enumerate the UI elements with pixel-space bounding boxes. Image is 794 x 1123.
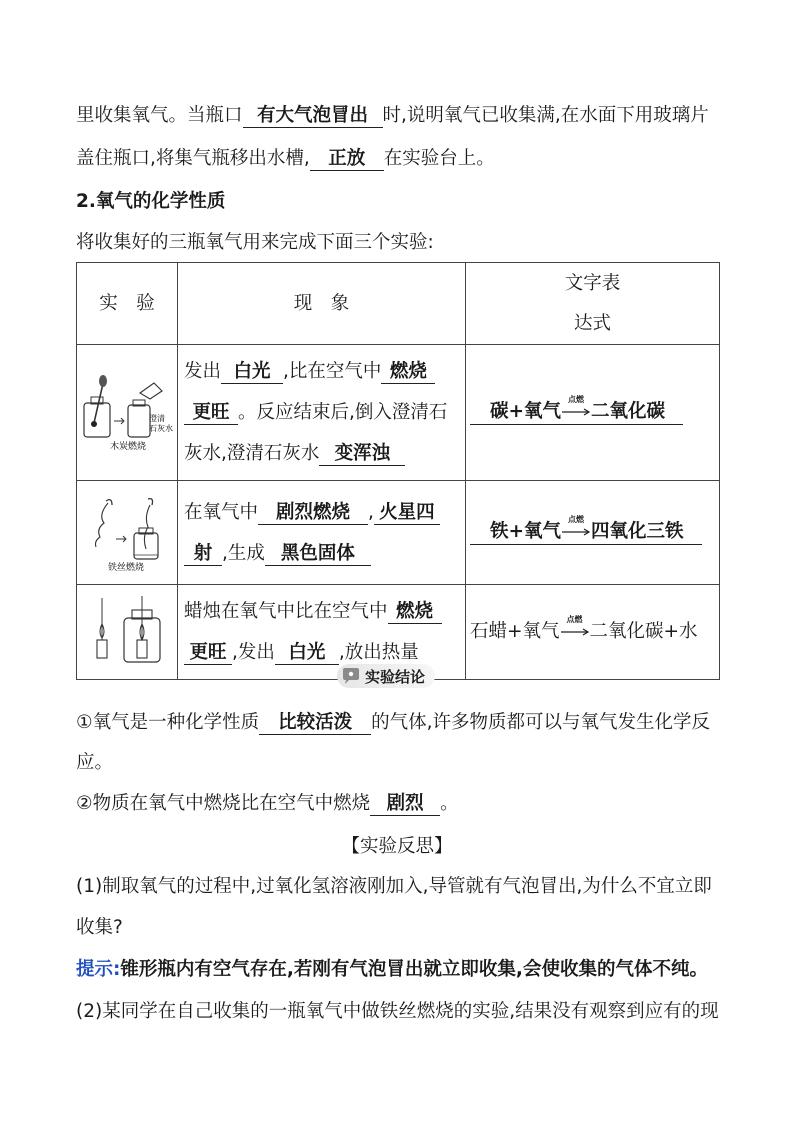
- reflection-title: 【实验反思】: [341, 836, 453, 857]
- text: 里收集氧气。当瓶口: [76, 105, 243, 126]
- phenomenon-candle: 蜡烛在氧气中比在空气中 燃烧 更旺 ,发出 白光 ,放出热量: [178, 585, 466, 680]
- conclusion-2: ②物质在氧气中燃烧比在空气中燃烧 剧烈 。: [76, 793, 459, 814]
- charcoal-burning-icon: [78, 373, 176, 453]
- answer-blank: 黑色固体: [265, 543, 371, 566]
- iron-wire-burning-icon: [78, 493, 176, 573]
- answer-blank: 有大气泡冒出: [243, 105, 383, 128]
- question-2: (2)某同学在自己收集的一瓶氧气中做铁丝燃烧的实验,结果没有观察到应有的现: [76, 1001, 719, 1022]
- answer-blank: 燃烧: [381, 361, 435, 384]
- candle-illustration: [77, 585, 178, 680]
- text: 盖住瓶口,将集气瓶移出水槽,: [76, 148, 310, 169]
- conclusion-1: ①氧气是一种化学性质 比较活泼 的气体,许多物质都可以与氧气发生化学反: [76, 712, 710, 733]
- charcoal-illustration: [77, 345, 178, 481]
- answer-blank: 火星四: [374, 502, 440, 525]
- answer-blank: 更旺: [184, 642, 232, 665]
- table-header-row: [77, 263, 720, 345]
- answer-blank: 比较活泼: [259, 712, 371, 735]
- answer-blank: 白光: [221, 361, 283, 384]
- conclusion-badge: [337, 664, 435, 688]
- answer-blank: 变浑浊: [319, 443, 405, 466]
- section-intro: 将收集好的三瓶氧气用来完成下面三个实验:: [76, 232, 434, 253]
- hint-text: 锥形瓶内有空气存在,若刚有气泡冒出就立即收集,会使收集的气体不纯。: [120, 959, 708, 980]
- phenomenon-iron: 在氧气中 剧烈燃烧 , 火星四 射 ,生成 黑色固体: [178, 481, 466, 585]
- svg-text:澄清: 澄清: [149, 413, 165, 423]
- answer-blank: 白光: [275, 642, 339, 665]
- svg-text:铁丝燃烧: 铁丝燃烧: [108, 562, 145, 573]
- hint-label: 提示:: [76, 959, 121, 980]
- badge-label: 实验结论: [365, 667, 426, 686]
- hint: [76, 958, 708, 982]
- reaction-arrow-icon: 点燃: [562, 526, 590, 538]
- iron-illustration: [77, 481, 178, 585]
- header-expression: [466, 263, 720, 345]
- conclusion-1-cont: 应。: [76, 752, 114, 773]
- header-expression-line2: 达式: [573, 312, 611, 334]
- section-title: 2.氧气的化学性质: [76, 191, 226, 212]
- svg-text:石灰水: 石灰水: [149, 423, 173, 433]
- word-equation: 铁+氧气 点燃 四氧化三铁: [470, 520, 702, 545]
- expression-charcoal: [466, 345, 720, 481]
- header-experiment: 实 验: [77, 263, 178, 345]
- phenomenon-charcoal: 发出 白光 ,比在空气中 燃烧 更旺 。反应结束后,倒入澄清石 灰水,澄清石灰水 变浑浊: [178, 345, 466, 481]
- header-expression-line1: 文字表: [564, 272, 621, 294]
- answer-blank: 更旺: [184, 402, 238, 425]
- table-row: [77, 345, 720, 481]
- intro-line-2: [76, 147, 495, 171]
- answer-blank: 燃烧: [388, 601, 442, 624]
- intro-line-1: [76, 104, 709, 128]
- expression-candle: [466, 585, 720, 680]
- svg-text:木炭燃烧: 木炭燃烧: [110, 441, 147, 452]
- answer-blank: 剧烈: [370, 793, 440, 816]
- table-row: [77, 481, 720, 585]
- word-equation: 碳+氧气 点燃 二氧化碳: [470, 400, 683, 425]
- experiment-table: [76, 262, 720, 680]
- text: 时,说明氧气已收集满,在水面下用玻璃片: [382, 105, 709, 126]
- expression-iron: [466, 481, 720, 585]
- reaction-arrow-icon: 点燃: [561, 626, 589, 638]
- text: 在实验台上。: [383, 148, 495, 169]
- reaction-arrow-icon: 点燃: [562, 406, 590, 418]
- question-1-cont: 收集?: [76, 917, 123, 938]
- answer-blank: 剧烈燃烧: [258, 502, 368, 525]
- word-equation: 石蜡+氧气 点燃 二氧化碳+水: [470, 615, 698, 642]
- speech-bubble-icon: [341, 667, 361, 685]
- question-1: (1)制取氧气的过程中,过氧化氢溶液刚加入,导管就有气泡冒出,为什么不宜立即: [76, 876, 712, 897]
- answer-blank: 射: [184, 543, 222, 566]
- answer-blank: 正放: [310, 148, 384, 171]
- header-phenomenon: 现 象: [178, 263, 466, 345]
- candle-burning-icon: [78, 594, 176, 670]
